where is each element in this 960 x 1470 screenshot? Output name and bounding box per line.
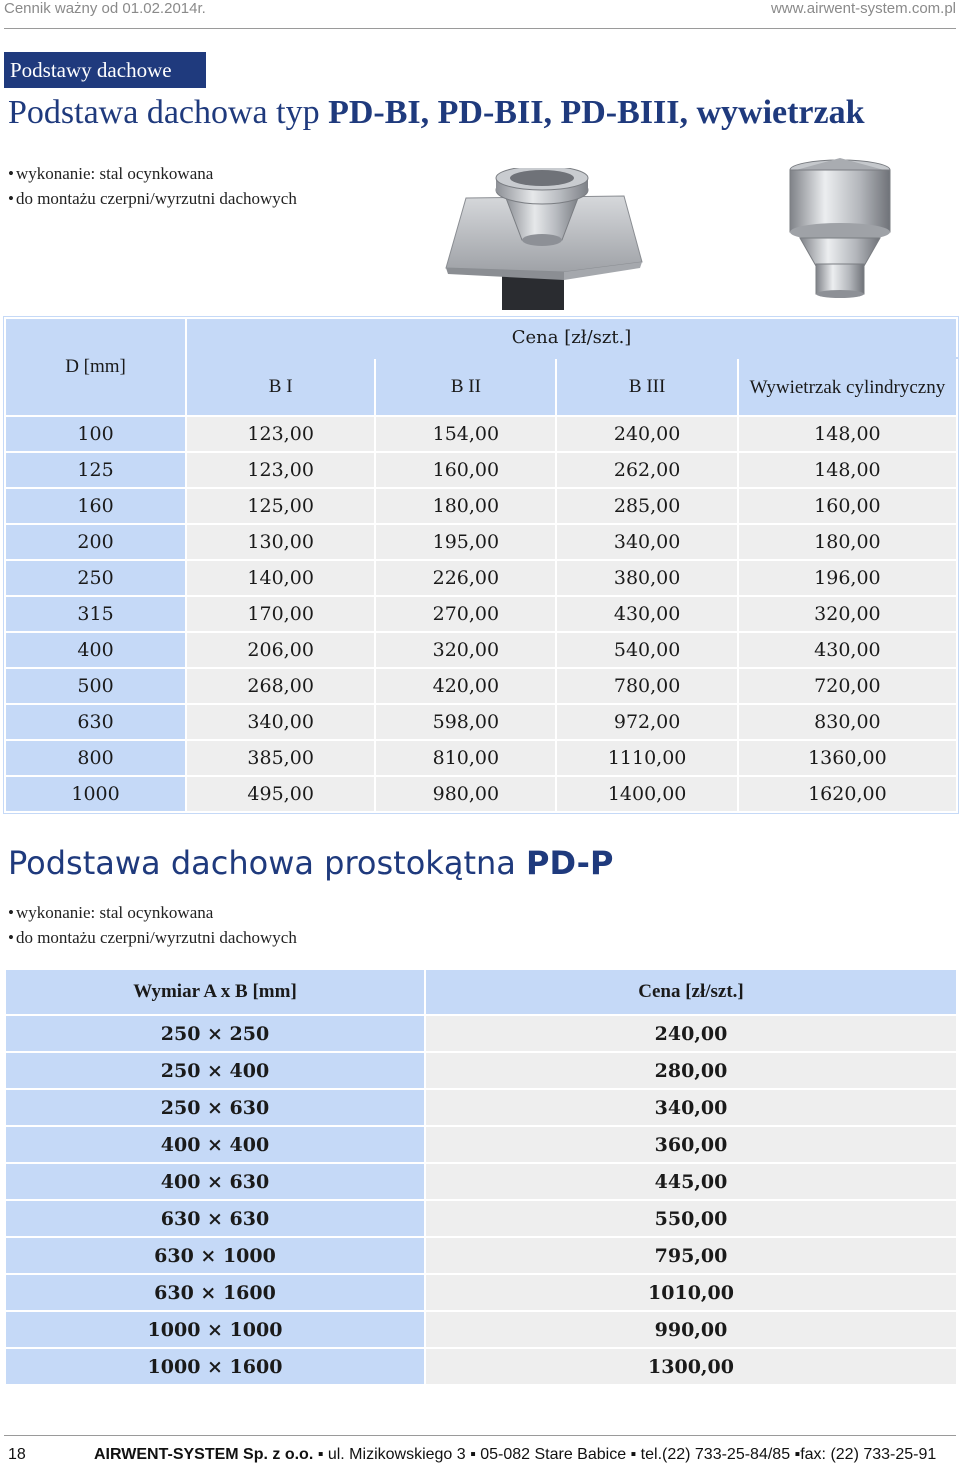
price-cell: 598,00 — [375, 704, 556, 740]
table-row — [5, 560, 957, 596]
product2-table-body — [5, 1015, 957, 1385]
price-cell: 123,00 — [186, 452, 375, 488]
table-row — [5, 1052, 957, 1089]
bullet-purpose: • do montażu czerpni/wyrzutni dachowych — [8, 186, 297, 211]
table-row — [5, 416, 957, 452]
price-cell: 380,00 — [556, 560, 737, 596]
price-cell: 240,00 — [556, 416, 737, 452]
price-cell: 170,00 — [186, 596, 375, 632]
diameter-cell: 400 — [5, 632, 186, 668]
price-cell: 980,00 — [375, 776, 556, 812]
diameter-cell: 315 — [5, 596, 186, 632]
col-header-bi: B I — [186, 358, 375, 416]
table-row — [5, 524, 957, 560]
price-cell: 262,00 — [556, 452, 737, 488]
table-row — [5, 1089, 957, 1126]
price-cell: 340,00 — [556, 524, 737, 560]
price-cell: 830,00 — [738, 704, 957, 740]
diameter-cell: 1000 — [5, 776, 186, 812]
diameter-cell: 200 — [5, 524, 186, 560]
price-cell: 385,00 — [186, 740, 375, 776]
product1-title — [8, 94, 865, 132]
dimension-cell: 1000 × 1000 — [5, 1311, 425, 1348]
price-cell: 125,00 — [186, 488, 375, 524]
website-link[interactable]: www.airwent-system.com.pl — [770, 0, 956, 17]
table-row — [5, 488, 957, 524]
product1-title-prefix: Podstawa dachowa typ — [8, 94, 320, 131]
price-cell: 972,00 — [556, 704, 737, 740]
price-cell: 550,00 — [425, 1200, 957, 1237]
product1-bullets — [8, 161, 297, 211]
price-cell: 360,00 — [425, 1126, 957, 1163]
table-row — [5, 596, 957, 632]
product1-table-body — [5, 416, 957, 812]
diameter-cell: 100 — [5, 416, 186, 452]
footer-company: AIRWENT-SYSTEM Sp. z o.o. — [94, 1446, 314, 1463]
diameter-cell: 125 — [5, 452, 186, 488]
price-cell: 340,00 — [425, 1089, 957, 1126]
price-cell: 430,00 — [738, 632, 957, 668]
price-validity-note: Cennik ważny od 01.02.2014r. — [4, 0, 206, 17]
price-cell: 285,00 — [556, 488, 737, 524]
table-row — [5, 668, 957, 704]
price-cell: 1300,00 — [425, 1348, 957, 1385]
dimension-cell: 630 × 1600 — [5, 1274, 425, 1311]
table-row — [5, 1311, 957, 1348]
col-header-bii: B II — [375, 358, 556, 416]
table-row — [5, 1348, 957, 1385]
product1-title-models: PD-BI, PD-BII, PD-BIII, wywietrzak — [328, 94, 865, 131]
table-row — [5, 1237, 957, 1274]
diameter-cell: 630 — [5, 704, 186, 740]
price-cell: 1110,00 — [556, 740, 737, 776]
col-header-diameter: D [mm] — [5, 318, 186, 416]
price-cell: 240,00 — [425, 1015, 957, 1052]
dimension-cell: 630 × 630 — [5, 1200, 425, 1237]
price-cell: 130,00 — [186, 524, 375, 560]
price-cell: 810,00 — [375, 740, 556, 776]
price-cell: 1400,00 — [556, 776, 737, 812]
bullet-material: • wykonanie: stal ocynkowana — [8, 161, 297, 186]
cylindrical-ventilator-image — [788, 158, 892, 298]
price-cell: 160,00 — [375, 452, 556, 488]
col-header-price: Cena [zł/szt.] — [425, 969, 957, 1015]
diameter-cell: 800 — [5, 740, 186, 776]
price-cell: 445,00 — [425, 1163, 957, 1200]
price-cell: 226,00 — [375, 560, 556, 596]
price-cell: 280,00 — [425, 1052, 957, 1089]
dimension-cell: 250 × 630 — [5, 1089, 425, 1126]
dimension-cell: 400 × 630 — [5, 1163, 425, 1200]
price-cell: 795,00 — [425, 1237, 957, 1274]
footer-divider — [4, 1435, 956, 1436]
price-cell: 1620,00 — [738, 776, 957, 812]
table-row — [5, 1200, 957, 1237]
footer-address: ▪ ul. Mizikowskiego 3 ▪ 05-082 Stare Babice ▪ tel.(22) 733-25-84/85 ▪fax: (22) 733-25-91 — [317, 1446, 937, 1463]
table-row — [5, 452, 957, 488]
price-cell: 1360,00 — [738, 740, 957, 776]
price-group-header: Cena [zł/szt.] — [186, 318, 957, 358]
price-cell: 340,00 — [186, 704, 375, 740]
product2-title — [8, 844, 613, 882]
diameter-cell: 160 — [5, 488, 186, 524]
price-cell: 780,00 — [556, 668, 737, 704]
col-header-dimension: Wymiar A x B [mm] — [5, 969, 425, 1015]
product2-title-prefix: Podstawa dachowa prostokątna — [8, 844, 516, 882]
price-cell: 320,00 — [738, 596, 957, 632]
product2-bullets — [8, 900, 297, 950]
header-divider — [4, 28, 956, 29]
diameter-cell: 250 — [5, 560, 186, 596]
price-cell: 320,00 — [375, 632, 556, 668]
table-row — [5, 1015, 957, 1052]
dimension-cell: 400 × 400 — [5, 1126, 425, 1163]
price-cell: 196,00 — [738, 560, 957, 596]
price-cell: 270,00 — [375, 596, 556, 632]
product2-title-model: PD-P — [526, 844, 614, 882]
dimension-cell: 630 × 1000 — [5, 1237, 425, 1274]
price-cell: 268,00 — [186, 668, 375, 704]
dimension-cell: 250 × 250 — [5, 1015, 425, 1052]
section-badge: Podstawy dachowe — [4, 52, 206, 88]
price-cell: 148,00 — [738, 416, 957, 452]
table-row — [5, 776, 957, 812]
page-number: 18 — [8, 1446, 26, 1463]
dimension-cell: 1000 × 1600 — [5, 1348, 425, 1385]
dimension-cell: 250 × 400 — [5, 1052, 425, 1089]
price-cell: 148,00 — [738, 452, 957, 488]
price-cell: 160,00 — [738, 488, 957, 524]
bullet-purpose-2: • do montażu czerpni/wyrzutni dachowych — [8, 925, 297, 950]
table-row — [5, 740, 957, 776]
price-cell: 180,00 — [375, 488, 556, 524]
price-cell: 180,00 — [738, 524, 957, 560]
price-cell: 195,00 — [375, 524, 556, 560]
price-cell: 420,00 — [375, 668, 556, 704]
table-row — [5, 1163, 957, 1200]
price-cell: 430,00 — [556, 596, 737, 632]
col-header-biii: B III — [556, 358, 737, 416]
table-row — [5, 1274, 957, 1311]
roof-base-image — [444, 168, 644, 310]
price-cell: 140,00 — [186, 560, 375, 596]
col-header-ventilator: Wywietrzak cylindryczny — [738, 358, 957, 416]
bullet-material-2: • wykonanie: stal ocynkowana — [8, 900, 297, 925]
price-cell: 540,00 — [556, 632, 737, 668]
table-row — [5, 704, 957, 740]
table-row — [5, 632, 957, 668]
price-cell: 1010,00 — [425, 1274, 957, 1311]
product1-price-table — [4, 317, 958, 813]
price-cell: 495,00 — [186, 776, 375, 812]
price-cell: 720,00 — [738, 668, 957, 704]
price-cell: 123,00 — [186, 416, 375, 452]
footer-contact — [94, 1446, 936, 1464]
price-cell: 990,00 — [425, 1311, 957, 1348]
price-cell: 154,00 — [375, 416, 556, 452]
diameter-cell: 500 — [5, 668, 186, 704]
product2-price-table — [4, 968, 958, 1386]
table-row — [5, 1126, 957, 1163]
price-cell: 206,00 — [186, 632, 375, 668]
